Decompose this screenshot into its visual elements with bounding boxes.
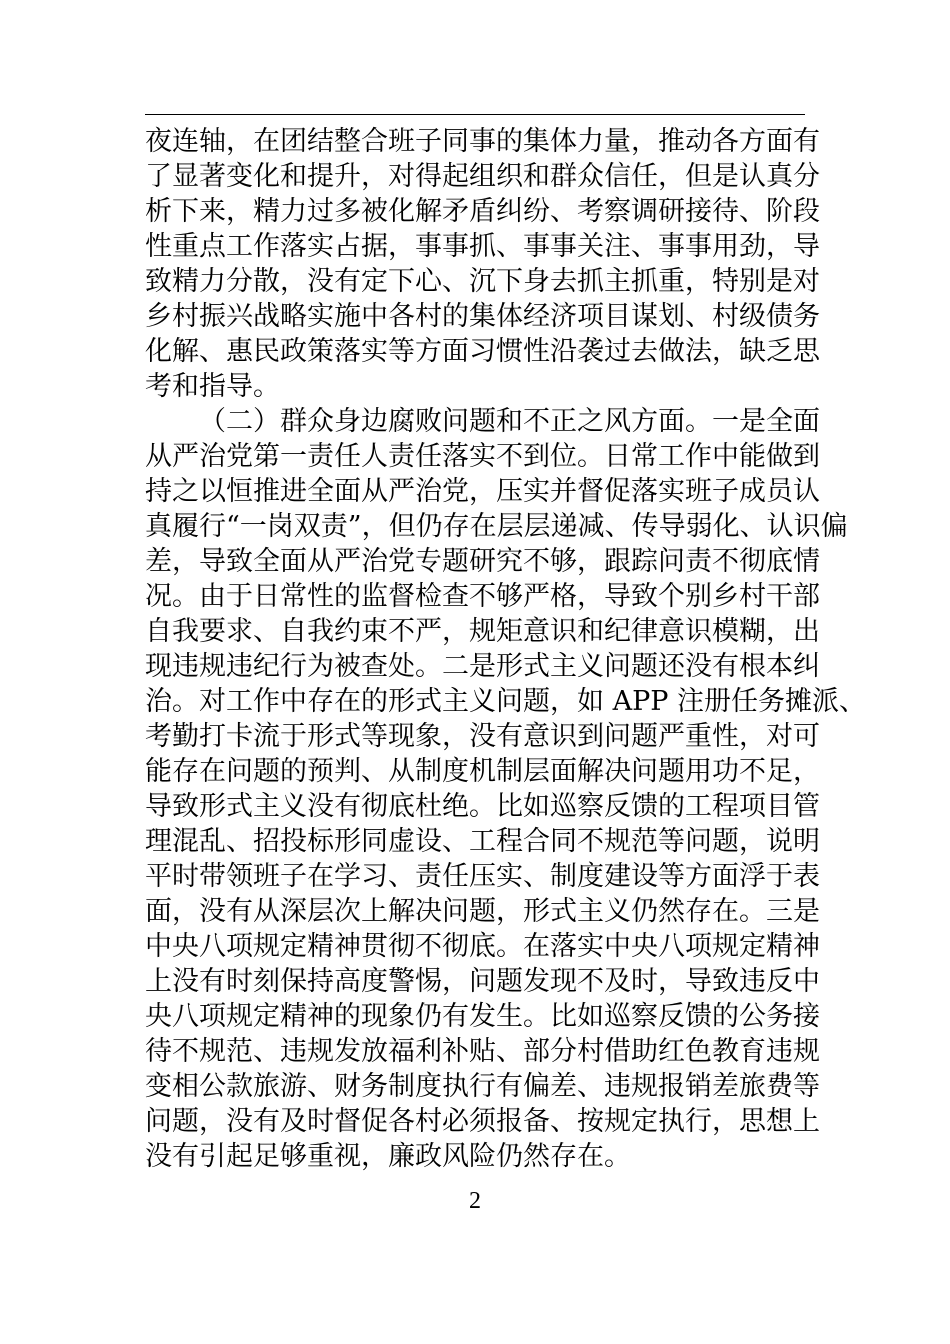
text-line: 性重点工作落实占据，事事抓、事事关注、事事用劲，导 xyxy=(145,231,820,262)
text-line: 了显著变化和提升，对得起组织和群众信任，但是认真分 xyxy=(145,161,820,192)
header-rule xyxy=(145,114,805,115)
paragraph-start-line: （二）群众身边腐败问题和不正之风方面。一是全面 xyxy=(199,406,820,437)
text-line: 夜连轴，在团结整合班子同事的集体力量，推动各方面有 xyxy=(145,126,820,157)
page-number: 2 xyxy=(469,1188,481,1214)
text-line: 从严治党第一责任人责任落实不到位。日常工作中能做到 xyxy=(145,441,820,472)
text-line: 上没有时刻保持高度警惕，问题发现不及时，导致违反中 xyxy=(145,966,820,997)
text-line: 考和指导。 xyxy=(145,371,280,402)
text-line: 待不规范、违规发放福利补贴、部分村借助红色教育违规 xyxy=(145,1036,820,1067)
text-line: 化解、惠民政策落实等方面习惯性沿袭过去做法，缺乏思 xyxy=(145,336,820,367)
text-line: 真履行“一岗双责”，但仍存在层层递减、传导弱化、认识偏 xyxy=(145,511,848,542)
text-line: 持之以恒推进全面从严治党，压实并督促落实班子成员认 xyxy=(145,476,820,507)
text-line: 能存在问题的预判、从制度机制层面解决问题用功不足， xyxy=(145,756,820,787)
text-line: 自我要求、自我约束不严，规矩意识和纪律意识模糊，出 xyxy=(145,616,820,647)
text-line: 导致形式主义没有彻底杜绝。比如巡察反馈的工程项目管 xyxy=(145,791,820,822)
text-line: 现违规违纪行为被查处。二是形式主义问题还没有根本纠 xyxy=(145,651,820,682)
text-line: 面，没有从深层次上解决问题，形式主义仍然存在。三是 xyxy=(145,896,820,927)
text-line: 理混乱、招投标形同虚设、工程合同不规范等问题，说明 xyxy=(145,826,820,857)
text-line: 考勤打卡流于形式等现象，没有意识到问题严重性，对可 xyxy=(145,721,820,752)
text-line: 中央八项规定精神贯彻不彻底。在落实中央八项规定精神 xyxy=(145,931,820,962)
text-line: 变相公款旅游、财务制度执行有偏差、违规报销差旅费等 xyxy=(145,1071,820,1102)
text-line: 央八项规定精神的现象仍有发生。比如巡察反馈的公务接 xyxy=(145,1001,820,1032)
text-line: 平时带领班子在学习、责任压实、制度建设等方面浮于表 xyxy=(145,861,820,892)
text-line: 乡村振兴战略实施中各村的集体经济项目谋划、村级债务 xyxy=(145,301,820,332)
text-line: 差，导致全面从严治党专题研究不够，跟踪问责不彻底情 xyxy=(145,546,820,577)
text-line: 治。对工作中存在的形式主义问题，如 APP 注册任务摊派、 xyxy=(145,686,866,717)
text-line: 问题，没有及时督促各村必须报备、按规定执行，思想上 xyxy=(145,1106,820,1137)
text-line: 析下来，精力过多被化解矛盾纠纷、考察调研接待、阶段 xyxy=(145,196,820,227)
text-line: 致精力分散，没有定下心、沉下身去抓主抓重，特别是对 xyxy=(145,266,820,297)
text-line: 况。由于日常性的监督检查不够严格，导致个别乡村干部 xyxy=(145,581,820,612)
text-line: 没有引起足够重视，廉政风险仍然存在。 xyxy=(145,1141,631,1172)
body-text xyxy=(145,124,866,1174)
